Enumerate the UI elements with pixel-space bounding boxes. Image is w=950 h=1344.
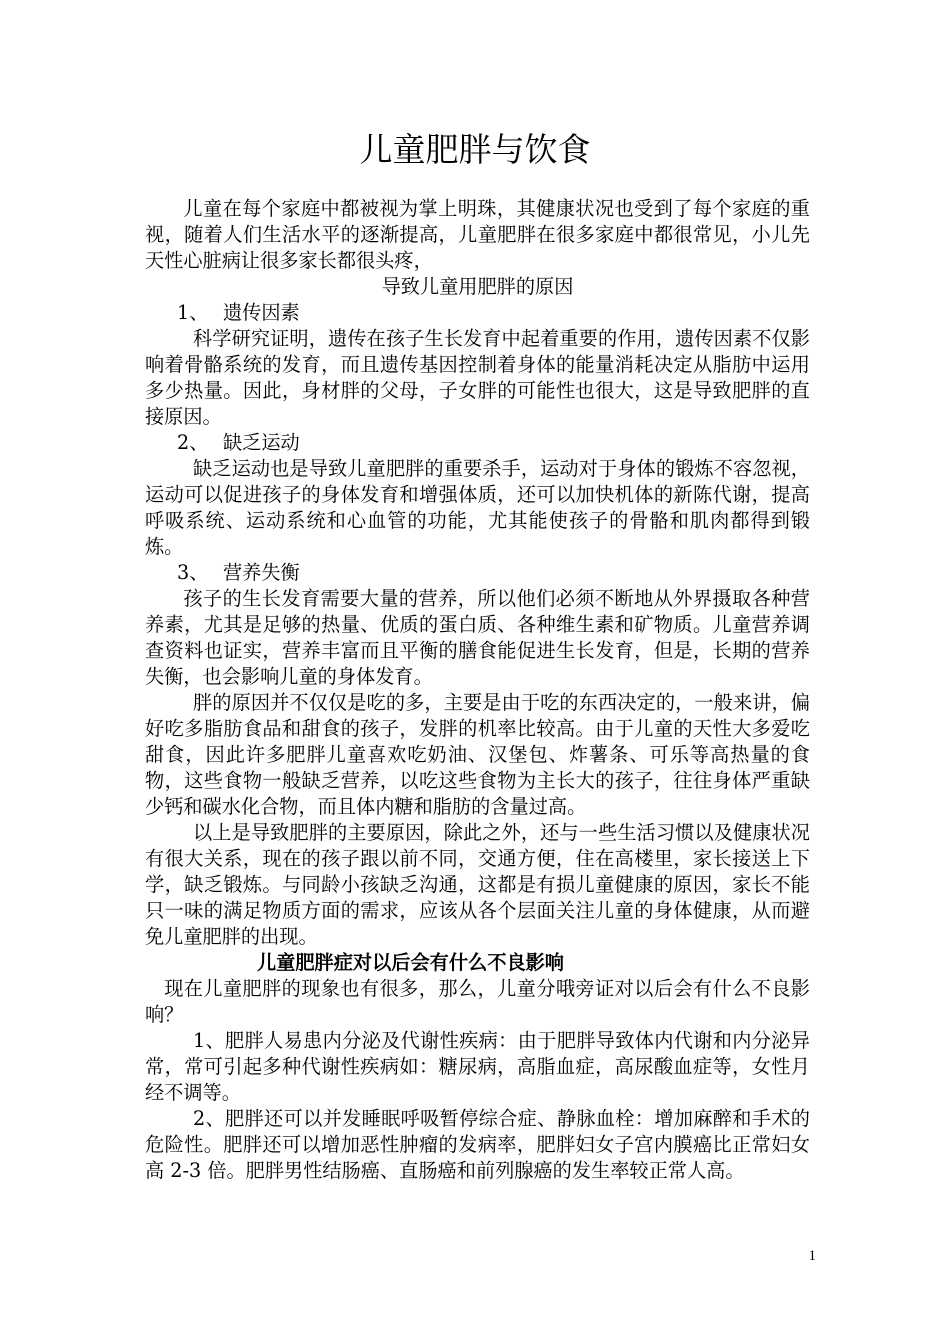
intro-paragraph: 儿童在每个家庭中都被视为掌上明珠，其健康状况也受到了每个家庭的重视，随着人们生活水平的逐渐提高，儿童肥胖在很多家庭中都很常见，小儿先天性心脏病让很多家长都很头疼， bbox=[145, 197, 810, 272]
cause-heading bbox=[145, 300, 810, 326]
page-number: 1 bbox=[808, 1248, 816, 1264]
cause-number: 1、 bbox=[177, 301, 209, 324]
summary-paragraph: 以上是导致肥胖的主要原因，除此之外，还与一些生活习惯以及健康状况有很大关系，现在的孩子跟以前不同，交通方便，住在高楼里，家长接送上下学，缺乏锻炼。与同龄小孩缺乏沟通，这都是有损儿童健康的原因，家长不能只一味的满足物质方面的需求，应该从各个层面关注儿童的身体健康，从而避免儿童肥胖的出现。 bbox=[145, 821, 810, 948]
cause-heading bbox=[145, 430, 810, 456]
section-heading-causes: 导致儿童用肥胖的原因 bbox=[381, 275, 574, 298]
cause-heading bbox=[145, 560, 810, 586]
document-body bbox=[145, 196, 810, 1184]
effect-paragraph: 1、肥胖人易患内分泌及代谢性疾病：由于肥胖导致体内代谢和内分泌异常，常可引起多种代谢性疾病如：糖尿病，高脂血症，高尿酸血症等，女性月经不调等。 bbox=[145, 1029, 810, 1104]
cause-paragraph: 孩子的生长发育需要大量的营养，所以他们必须不断地从外界摄取各种营养素，尤其是足够的热量、优质的蛋白质、各种维生素和矿物质。儿童营养调查资料也证实，营养丰富而且平衡的膳食能促进生长发育，但是，长期的营养失衡，也会影响儿童的身体发育。 bbox=[145, 587, 810, 688]
cause-title: 遗传因素 bbox=[223, 301, 300, 324]
cause-paragraph: 科学研究证明，遗传在孩子生长发育中起着重要的作用，遗传因素不仅影响着骨骼系统的发育，而且遗传基因控制着身体的能量消耗决定从脂肪中运用多少热量。因此，身材胖的父母，子女胖的可能性也很大，这是导致肥胖的直接原因。 bbox=[145, 327, 810, 428]
effects-intro-paragraph: 现在儿童肥胖的现象也有很多，那么，儿童分哦旁证对以后会有什么不良影响？ bbox=[145, 977, 810, 1026]
effect-paragraph: 2、肥胖还可以并发睡眠呼吸暂停综合症、静脉血栓：增加麻醉和手术的危险性。肥胖还可以增加恶性肿瘤的发病率，肥胖妇女子宫内膜癌比正常妇女高 2-3 倍。肥胖男性结肠癌、直肠癌和前列腺癌的发生率较正常人高。 bbox=[145, 1107, 810, 1182]
food-paragraph: 胖的原因并不仅仅是吃的多，主要是由于吃的东西决定的，一般来讲，偏好吃多脂肪食品和甜食的孩子，发胖的机率比较高。由于儿童的天性大多爱吃甜食，因此许多肥胖儿童喜欢吃奶油、汉堡包、炸薯条、可乐等高热量的食物，这些食物一般缺乏营养，以吃这些食物为主长大的孩子，往往身体严重缺少钙和碳水化合物，而且体内糖和脂肪的含量过高。 bbox=[145, 691, 810, 818]
document-title: 儿童肥胖与饮食 bbox=[359, 130, 591, 169]
cause-title: 缺乏运动 bbox=[223, 431, 300, 454]
section-heading-effects: 儿童肥胖症对以后会有什么不良影响 bbox=[257, 951, 564, 974]
cause-number: 3、 bbox=[177, 561, 209, 584]
cause-number: 2、 bbox=[177, 431, 209, 454]
cause-title: 营养失衡 bbox=[223, 561, 300, 584]
cause-paragraph: 缺乏运动也是导致儿童肥胖的重要杀手，运动对于身体的锻炼不容忽视，运动可以促进孩子的身体发育和增强体质，还可以加快机体的新陈代谢，提高呼吸系统、运动系统和心血管的功能，尤其能使孩子的骨骼和肌肉都得到锻炼。 bbox=[145, 457, 810, 558]
